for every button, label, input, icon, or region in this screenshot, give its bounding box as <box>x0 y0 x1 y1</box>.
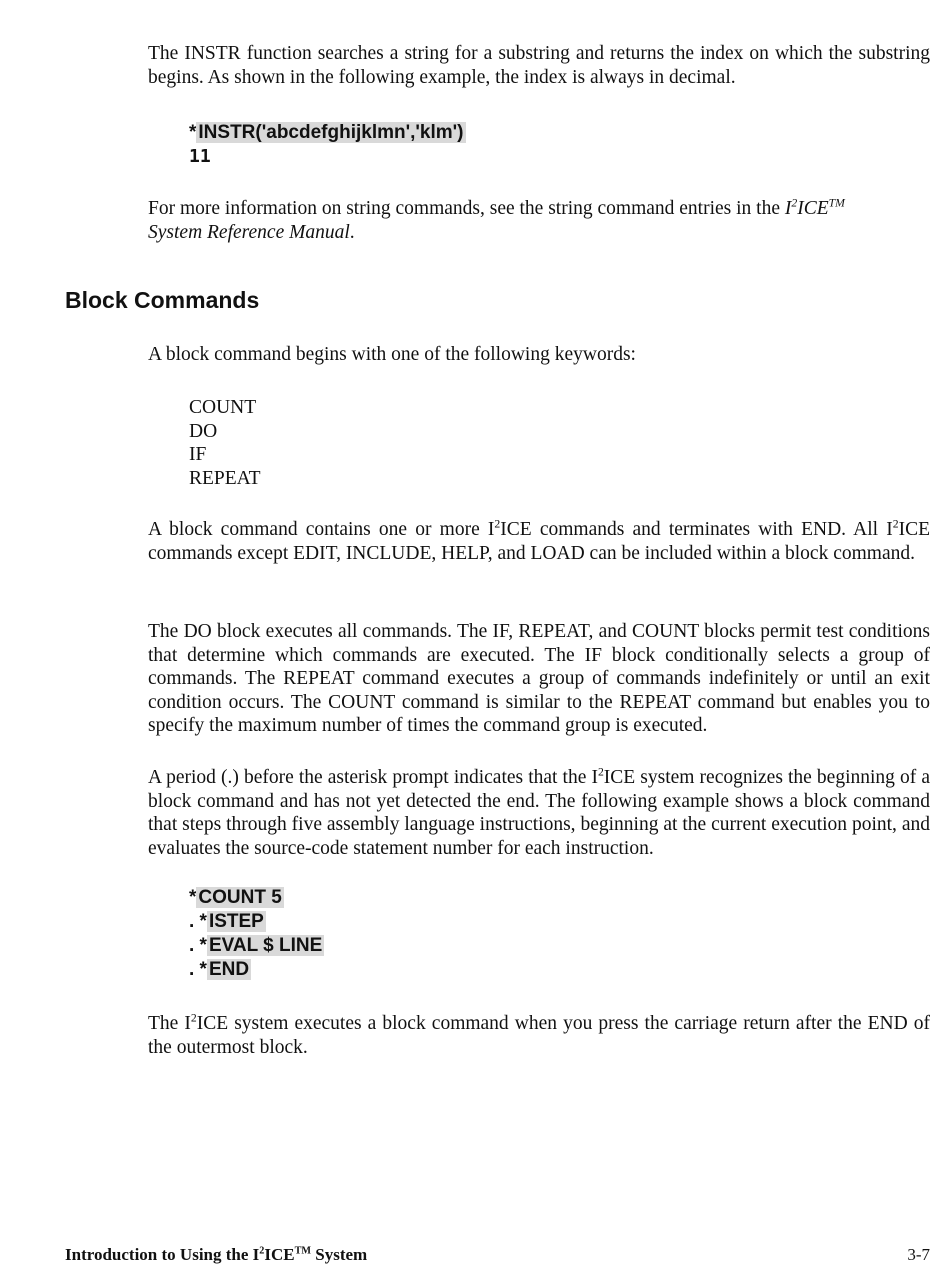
instr-example <box>189 121 466 169</box>
code-line: . * END <box>189 959 250 980</box>
execution-paragraph: The $I^2ICE$ system executes a block command when you press the carriage return after the END of the outermost block. <box>148 1011 930 1058</box>
instr-command-line <box>189 121 466 145</box>
code-line: . * ISTEP <box>189 911 264 932</box>
code-line: * COUNT 5 <box>189 887 282 908</box>
count-example <box>189 886 324 982</box>
intro-paragraph: The INSTR function searches a string for a substring and returns the index on which the substring begins. As shown in the following example, the index is always in decimal. <box>148 43 930 88</box>
keyword-item: REPEAT <box>189 467 261 489</box>
keyword-list <box>189 396 261 490</box>
footer-title: Introduction to Using the $I^2ICE™$ System <box>65 1245 368 1264</box>
keyword-item: DO <box>189 420 218 442</box>
reference-paragraph: For more information on string commands, see the string command entries in the $I^2ICE™$ System Reference Manual. <box>148 196 845 243</box>
prompt-asterisk: * <box>189 122 197 143</box>
keyword-item: IF <box>189 444 207 465</box>
page-number: 3-7 <box>907 1245 930 1264</box>
code-line: . * EVAL $ LINE <box>189 935 323 956</box>
keywords-intro: A block command begins with one of the following keywords: <box>148 344 636 365</box>
block-contents-paragraph: A block command contains one or more $I^2ICE$ commands and terminates with END. All $I^2ICE$ commands except EDIT, INCLUDE, HELP, and LOAD can be included within a block command. <box>148 517 930 564</box>
keyword-item: COUNT <box>189 397 257 418</box>
instr-result: 11 <box>189 146 211 167</box>
instr-command: INSTR('abcdefghijklmn','klm') <box>198 122 464 143</box>
period-prompt-paragraph: A period (.) before the asterisk prompt indicates that the $I^2ICE$ system recognizes the beginning of a block command and has not yet detected the end. The following example shows a block command that steps through five assembly language instructions, beginning at the current execution point, and evaluates the source-code statement number for each instruction. <box>148 765 930 859</box>
section-heading: Block Commands <box>65 287 260 313</box>
block-types-paragraph: The DO block executes all commands. The IF, REPEAT, and COUNT blocks permit test conditions that determine which commands are executed. The IF block conditionally selects a group of commands. The REPEAT command executes a group of commands indefinitely or until an exit condition occurs. The COUNT command is similar to the REPEAT command but enables you to specify the maximum number of times the command group is executed. <box>148 621 930 736</box>
